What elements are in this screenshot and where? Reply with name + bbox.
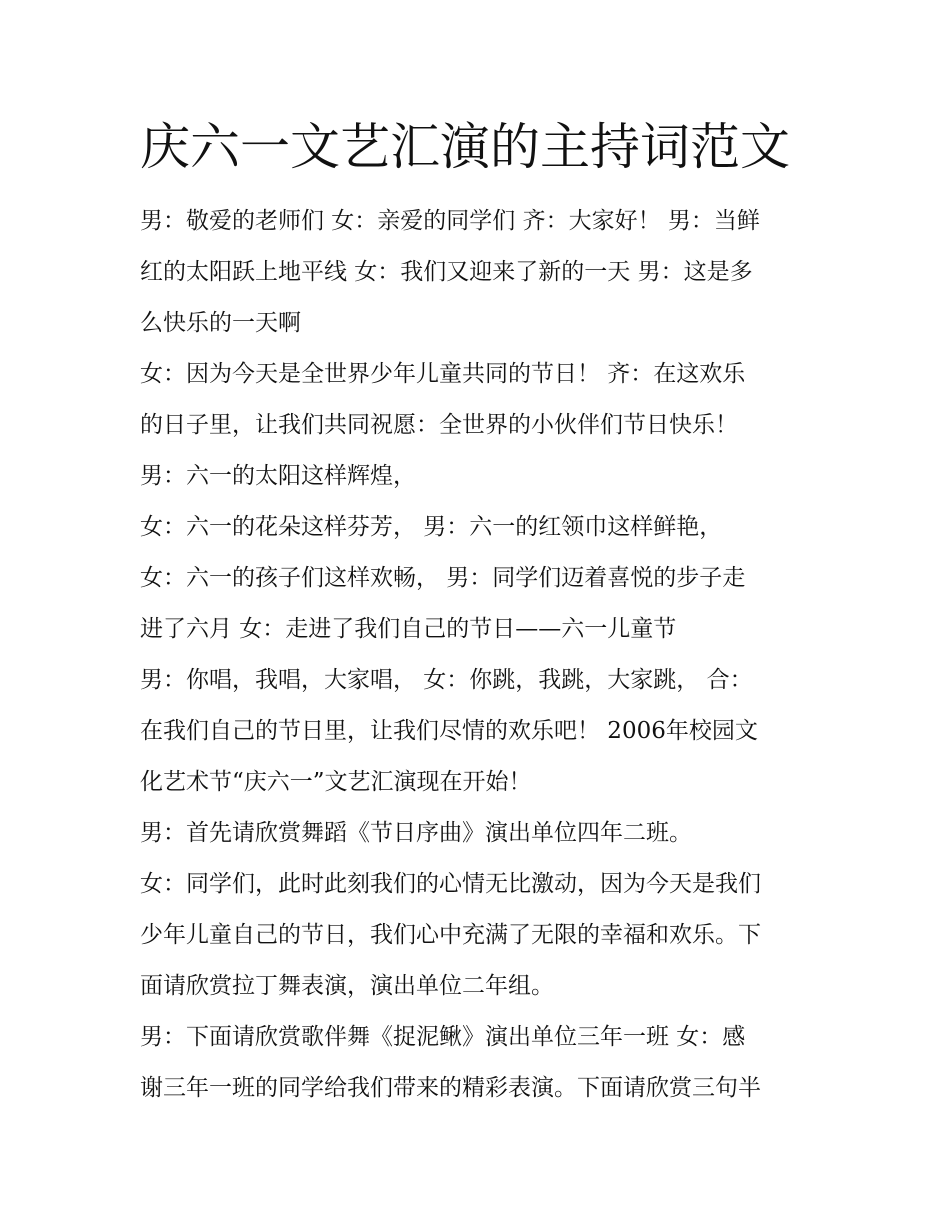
text-line: 男：敬爱的老师们 女：亲爱的同学们 齐：大家好！ 男：当鲜 [140, 208, 760, 234]
text-line: 化艺术节“庆六一”文艺汇演现在开始！ [140, 769, 532, 795]
text-line: 男：六一的太阳这样辉煌， [140, 463, 416, 489]
text-line: 面请欣赏拉丁舞表演，演出单位二年组。 [140, 973, 554, 999]
text-line: 女：六一的花朵这样芬芳， 男：六一的红领巾这样鲜艳， [140, 514, 723, 540]
page-title: 庆六一文艺汇演的主持词范文 [140, 118, 790, 176]
paragraph [140, 808, 820, 859]
text-line: 女：因为今天是全世界少年儿童共同的节日！ 齐：在这欢乐 [140, 361, 746, 387]
text-line: 谢三年一班的同学给我们带来的精彩表演。下面请欣赏三句半 [140, 1075, 761, 1101]
paragraph [140, 655, 820, 808]
paragraph [140, 349, 820, 451]
text-line: 女：六一的孩子们这样欢畅， 男：同学们迈着喜悦的步子走 [140, 565, 746, 591]
text-line: 么快乐的一天啊 [140, 310, 301, 336]
paragraph [140, 196, 820, 349]
paragraph [140, 451, 820, 502]
text-line: 的日子里，让我们共同祝愿：全世界的小伙伴们节日快乐！ [140, 412, 738, 438]
text-line: 少年儿童自己的节日，我们心中充满了无限的幸福和欢乐。下 [140, 922, 761, 948]
document-body [140, 196, 820, 1114]
text-line: 进了六月 女：走进了我们自己的节日——六一儿童节 [140, 616, 677, 642]
text-line: 男：你唱，我唱，大家唱， 女：你跳，我跳，大家跳， 合： [140, 667, 753, 693]
text-line: 女：同学们，此时此刻我们的心情无比激动，因为今天是我们 [140, 871, 761, 897]
paragraph [140, 553, 820, 655]
text-line: 红的太阳跃上地平线 女：我们又迎来了新的一天 男：这是多 [140, 259, 753, 285]
text-line: 在我们自己的节日里，让我们尽情的欢乐吧！ 2006年校园文 [140, 718, 758, 744]
paragraph [140, 1012, 820, 1114]
text-line: 男：首先请欣赏舞蹈《节日序曲》演出单位四年二班。 [140, 820, 692, 846]
paragraph [140, 502, 820, 553]
paragraph [140, 859, 820, 1012]
text-line: 男：下面请欣赏歌伴舞《捉泥鳅》演出单位三年一班 女：感 [140, 1024, 746, 1050]
